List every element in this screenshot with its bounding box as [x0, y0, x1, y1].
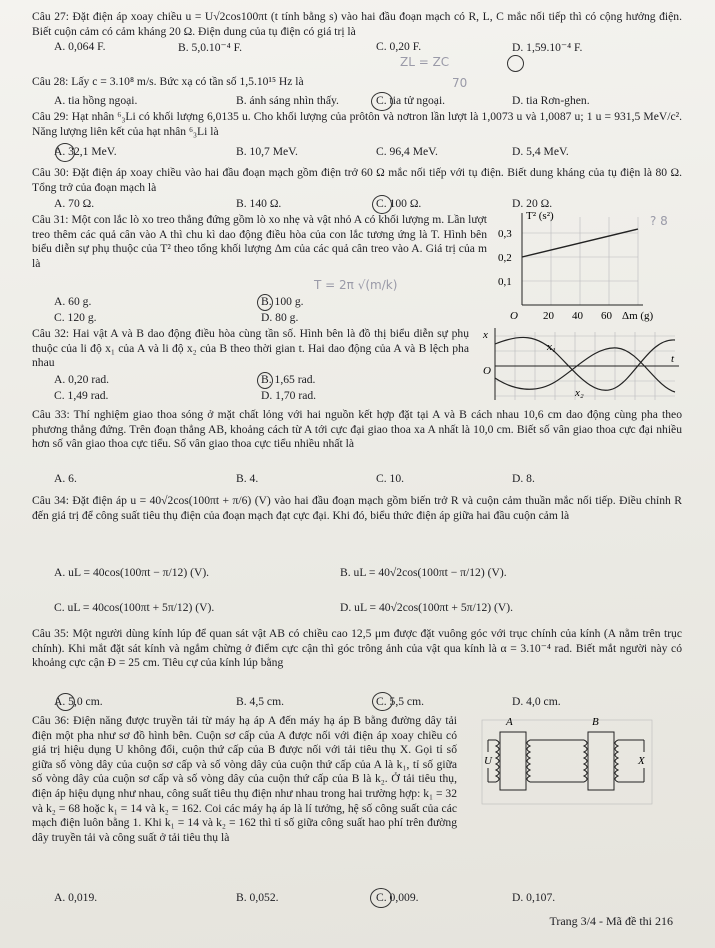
option-b[interactable]: B. 4,5 cm.: [236, 695, 284, 708]
ytick: 0,3: [498, 228, 512, 240]
option-b[interactable]: B. 100 g.: [261, 295, 304, 308]
options-34: [50, 566, 610, 580]
label-x1: x₁: [547, 341, 556, 353]
options-29: [50, 145, 650, 159]
wires: [488, 740, 644, 782]
xtick: 40: [572, 310, 583, 322]
options-32b: [50, 389, 350, 403]
option-d[interactable]: D. tia Rơn-ghen.: [512, 94, 590, 107]
ylabel: x: [483, 329, 488, 341]
option-a[interactable]: A. tia hồng ngoại.: [54, 94, 138, 107]
handwritten-note: ZL = ZC: [400, 55, 450, 69]
options-31b: [50, 311, 350, 325]
options-33: [50, 472, 650, 486]
curve-x1: [495, 337, 675, 390]
question-33: Câu 33: Thí nghiệm giao thoa sóng ở mặt chất lỏng với hai nguồn kết hợp đặt tại A và B cách nhau 10,6 cm dao động cùng pha theo phương thẳng đứng. Trên đoạn thẳng AB, khoảng cách từ A tới cực đại giao thoa xa A nhất là 10,0 cm. Biết số vân giao thoa cực đại nhiều hơn số vân giao thoa cực tiểu. Số vân giao thoa cực tiểu nhiều nhất là: [32, 408, 682, 451]
transformer-B-core: [588, 732, 614, 790]
option-a[interactable]: A. 6.: [54, 472, 77, 485]
question-31: Câu 31: Một con lắc lò xo treo thẳng đứng gồm lò xo nhẹ và vật nhỏ A có khối lượng m. Lần lượt treo thêm các quả cân vào A thì chu kì dao động điều hòa của con lắc tương ứng là T. Hình bên biểu diễn sự phụ thuộc của T² theo tổng khối lượng Δm của các quả cân treo vào A. Giá trị của m là: [32, 213, 487, 270]
option-b[interactable]: B. 4.: [236, 472, 259, 485]
option-b[interactable]: B. 0,052.: [236, 891, 279, 904]
options-35: [50, 695, 650, 709]
option-d[interactable]: D. 1,59.10⁻⁴ F.: [512, 41, 583, 54]
answer-circle: [372, 692, 393, 711]
question-28: Câu 28: Lấy c = 3.10⁸ m/s. Bức xạ có tần số 1,5.10¹⁵ Hz là: [32, 75, 304, 88]
answer-circle: [372, 195, 392, 214]
answer-circle: [371, 92, 393, 111]
option-c[interactable]: C. 96,4 MeV.: [376, 145, 438, 158]
option-d[interactable]: D. 80 g.: [261, 311, 299, 324]
ytick: 0,1: [498, 276, 512, 288]
question-36-part1: Câu 36: Điện năng được truyền tải từ máy hạ áp A đến máy hạ áp B bằng đường dây tải điện một pha như sơ đồ hình bên. Cuộn sơ cấp của A được nối với điện áp xoay chiều có giá trị hiệu dụng U không đổi, cuộn thứ cấp của B được nối với tải tiêu thụ X. Gọi tỉ số giữa số vòng dây của cuộn sơ cấp và số vòng dây của cuộn thứ cấp của A là k₁, tỉ số giữa số vòng dây của cuộn sơ cấp và số vòng dây của cuộn thứ cấp của B là k₂. Ở tải tiêu thụ, điện áp hiệu dụng như nhau, công suất tiêu thụ điện như nhau trong hai trường hợp: k₁ = 32 và k₂ = 68 hoặc k₁ = 14 và k₂ = 162. Coi các máy hạ áp là lí tưởng, hệ số công suất của các mạch điện luôn bằng 1. Khi k₁ = 14 và k₂ = 162 thì tỉ số giữa công suất hao phí trên đường dây truyền tải và công suất ở tải tiêu thụ là: [32, 714, 457, 844]
option-d[interactable]: D. 0,107.: [512, 891, 556, 904]
options-27: [50, 40, 650, 54]
options-28: [50, 94, 650, 108]
ylabel: T² (s²): [526, 210, 554, 222]
options-34b: [50, 601, 610, 615]
options-36: [50, 891, 650, 905]
option-c[interactable]: C. uL = 40cos(100πt + 5π/12) (V).: [54, 601, 215, 614]
question-34: Câu 34: Đặt điện áp u = 40√2cos(100πt + π/6) (V) vào hai đầu đoạn mạch gồm biến trở R và cuộn cảm thuần mắc nối tiếp. Điều chỉnh R đến giá trị để công suất tiêu thụ điện của đoạn mạch đạt cực đại. Khi đó, biểu thức điện áp giữa hai đầu cuộn cảm là: [32, 494, 682, 522]
option-a[interactable]: A. 0,019.: [54, 891, 98, 904]
option-a[interactable]: A. 0,20 rad.: [54, 373, 110, 386]
handwritten-note: T = 2π √(m/k): [314, 278, 398, 292]
origin: O: [510, 310, 518, 322]
option-d[interactable]: D. 4,0 cm.: [512, 695, 561, 708]
option-b[interactable]: B. ánh sáng nhìn thấy.: [236, 94, 339, 107]
option-d[interactable]: D. 1,70 rad.: [261, 389, 317, 402]
option-b[interactable]: B. 10,7 MeV.: [236, 145, 298, 158]
question-29: Câu 29: Hạt nhân ⁶₃Li có khối lượng 6,0135 u. Cho khối lượng của prôtôn và nơtron lần lượt là 1,0073 u và 1,0087 u; 1 u = 931,5 MeV/c². Năng lượng liên kết của hạt nhân ⁶₃Li là: [32, 110, 682, 138]
option-a[interactable]: A. uL = 40cos(100πt − π/12) (V).: [54, 566, 210, 579]
option-c[interactable]: C. tia tử ngoại.: [376, 94, 446, 107]
option-c[interactable]: C. 1,49 rad.: [54, 389, 109, 402]
coils: [496, 740, 618, 782]
origin: O: [483, 365, 491, 377]
page-footer: Trang 3/4 - Mã đề thi 216: [549, 914, 673, 928]
option-a[interactable]: A. 0,064 F.: [54, 40, 106, 53]
option-c[interactable]: C. 0,20 F.: [376, 40, 422, 53]
option-d[interactable]: D. 20 Ω.: [512, 197, 553, 210]
label-x2: x₂: [575, 387, 584, 399]
frame: [482, 720, 652, 804]
option-d[interactable]: D. uL = 40√2cos(100πt + 5π/12) (V).: [340, 601, 514, 614]
answer-circle: [257, 372, 273, 389]
option-b[interactable]: B. 5,0.10⁻⁴ F.: [178, 41, 242, 54]
label-X: X: [638, 755, 645, 767]
question-32: Câu 32: Hai vật A và B dao động điều hòa cùng tần số. Hình bên là đồ thị biểu diễn sự phụ thuộc của li độ x₁ của A và li độ x₂ của B theo thời gian t. Hai dao động của A và B lệch pha nhau: [32, 327, 469, 370]
question-27: Câu 27: Đặt điện áp xoay chiều u = U√2cos100πt (t tính bằng s) vào hai đầu đoạn mạch có R, L, C mắc nối tiếp thì có cộng hưởng điện. Biết cuộn cảm có cảm kháng 20 Ω. Điện dung của tụ điện có giá trị là: [32, 10, 682, 38]
handwritten-note: 70: [452, 76, 468, 90]
option-c[interactable]: C. 100 Ω.: [376, 197, 422, 210]
label-U: U: [484, 755, 492, 767]
circuit-36: [478, 712, 656, 808]
option-b[interactable]: B. uL = 40√2cos(100πt − π/12) (V).: [340, 566, 507, 579]
answer-circle: [56, 693, 75, 711]
answer-circle: [370, 888, 392, 908]
xtick: 60: [601, 310, 612, 322]
option-d[interactable]: D. 8.: [512, 472, 535, 485]
option-b[interactable]: B. 140 Ω.: [236, 197, 282, 210]
ytick: 0,2: [498, 252, 512, 264]
grid: [522, 217, 638, 305]
graph-32: [475, 326, 680, 402]
options-32: [50, 373, 350, 387]
label-B: B: [592, 716, 599, 728]
xtick: 20: [543, 310, 554, 322]
option-a[interactable]: A. 60 g.: [54, 295, 92, 308]
handwritten-note: ? 8: [650, 214, 668, 228]
option-c[interactable]: C. 0,009.: [376, 891, 419, 904]
option-c[interactable]: C. 5,5 cm.: [376, 695, 424, 708]
options-31: [50, 295, 350, 309]
answer-circle: [507, 55, 524, 72]
graph-31: [488, 209, 668, 325]
answer-circle: [257, 294, 273, 311]
label-A: A: [506, 716, 513, 728]
option-a[interactable]: A. 70 Ω.: [54, 197, 95, 210]
answer-circle: [55, 143, 75, 162]
xlabel: t: [671, 353, 675, 365]
option-d[interactable]: D. 5,4 MeV.: [512, 145, 569, 158]
question-35: Câu 35: Một người dùng kính lúp để quan sát vật AB có chiều cao 12,5 μm được đặt vuông góc với trục chính của kính (A nằm trên trục chính). Khi mắt đặt sát kính và ngắm chừng ở điểm cực cận thì góc trông ảnh của vật qua kính là α = 3.10⁻⁴ rad. Biết mắt người này có khoảng cực cận Đ = 25 cm. Tiêu cự của kính lúp bằng: [32, 627, 682, 670]
option-c[interactable]: C. 120 g.: [54, 311, 97, 324]
option-a[interactable]: A. 32,1 MeV.: [54, 145, 117, 158]
xlabel: Δm (g): [622, 310, 654, 322]
option-c[interactable]: C. 10.: [376, 472, 405, 485]
transformer-A-core: [500, 732, 526, 790]
option-a[interactable]: A. 5,0 cm.: [54, 695, 103, 708]
question-30: Câu 30: Đặt điện áp xoay chiều vào hai đầu đoạn mạch gồm điện trở 60 Ω mắc nối tiếp với tụ điện. Biết dung kháng của tụ điện là 80 Ω. Tổng trở của đoạn mạch là: [32, 166, 682, 194]
option-b[interactable]: B. 1,65 rad.: [261, 373, 316, 386]
